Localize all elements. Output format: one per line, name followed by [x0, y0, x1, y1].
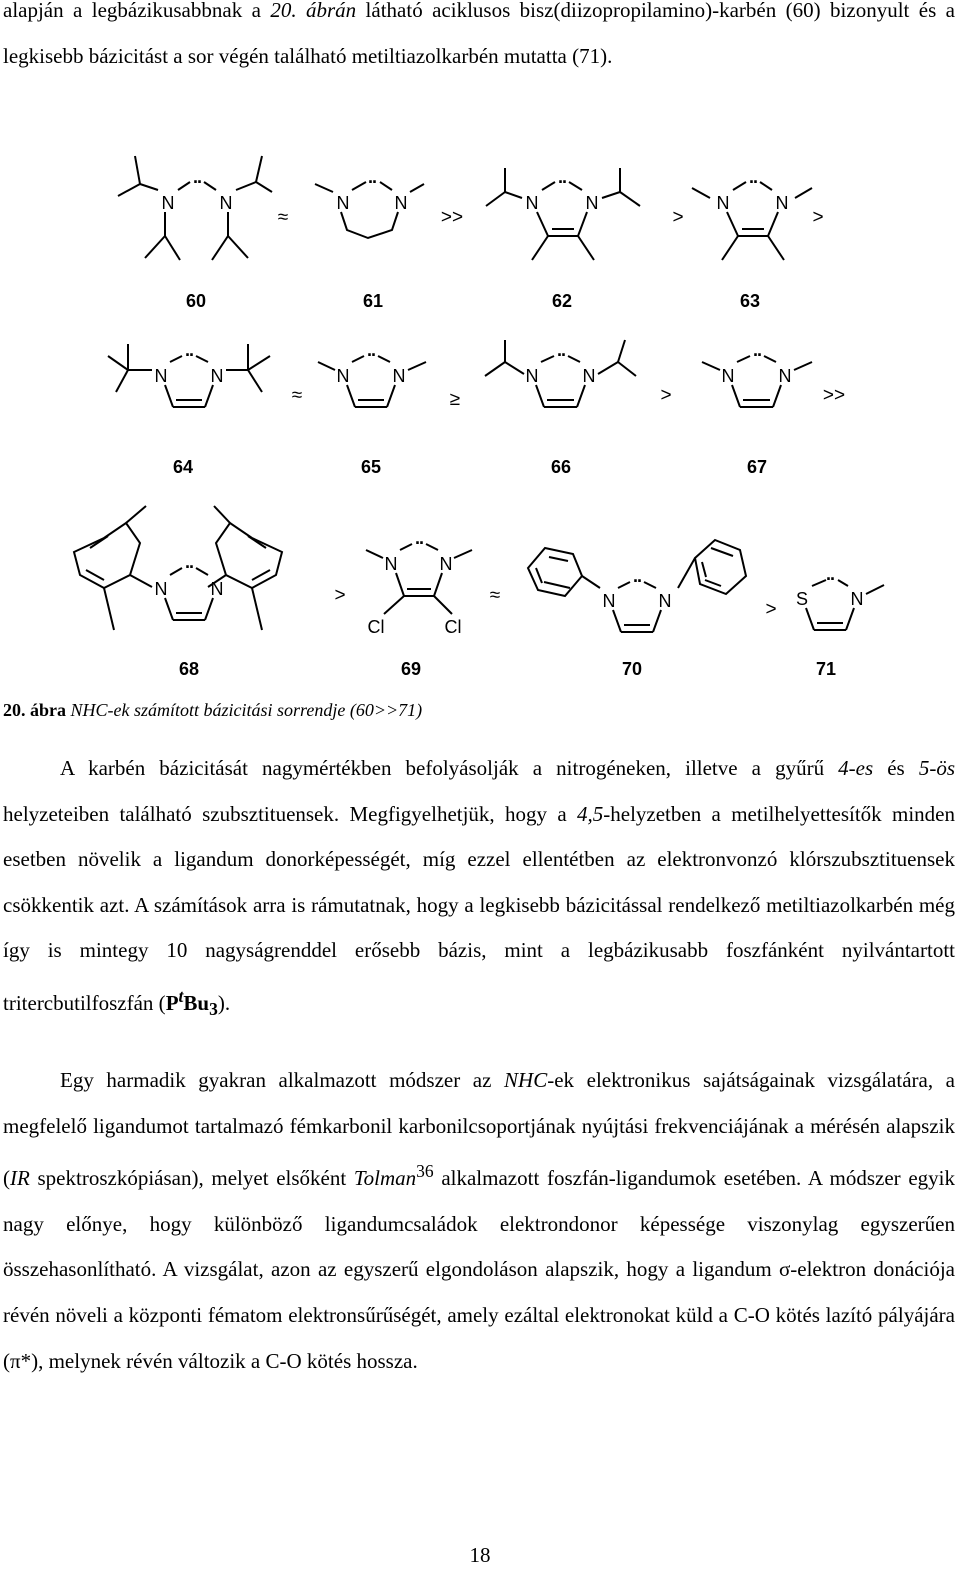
compound-label: 66: [550, 457, 572, 477]
page-number: 18: [469, 1543, 491, 1567]
formula-part: P: [165, 990, 179, 1015]
paragraph-text: -helyzetben a metilhelyettesítők minden esetben növelik a ligandum donorképességét, míg ezzel ellentétben az elektronvonzó klórszubsztituensek csökkentik azt. A számítások arra is rámutatnak, hogy a legkisebb bázicitással rendelkező metiltiazolkarbén még így is mintegy 10 nagyságrenddel erősebb bázis, mint a legbázikusabb foszfánként nyilvántartott tritercbutilfoszfán (: [3, 801, 955, 1015]
lone-pair: ..: [557, 167, 567, 187]
compound-label: 64: [172, 457, 194, 477]
atom-n: N: [161, 193, 175, 213]
atom-n: N: [394, 193, 408, 213]
greater-sign: >: [660, 385, 672, 406]
atom-n: N: [721, 366, 735, 386]
intro-paragraph: [3, 0, 955, 79]
figure-reference: 20. ábrán: [270, 0, 357, 22]
atom-n: N: [392, 366, 406, 386]
approx-sign: ≈: [489, 585, 501, 606]
figure-caption: [3, 700, 422, 721]
compound-label: 71: [815, 659, 837, 679]
compound-label: 62: [551, 291, 573, 311]
lone-pair: ..: [184, 340, 194, 360]
formula-ptbu3: [165, 985, 218, 1020]
atom-n: N: [154, 366, 168, 386]
atom-n: N: [210, 579, 224, 599]
atom-n: N: [384, 554, 398, 574]
greater-sign: >: [334, 585, 346, 606]
paragraph-text: A karbén bázicitását nagymértékben befolyásolják a nitrogéneken, illetve a gyűrű: [60, 756, 839, 780]
formula-part: 3: [209, 999, 218, 1020]
italic-term: NHC: [504, 1068, 548, 1092]
paragraph-text: és: [873, 756, 919, 780]
compound-label: 60: [185, 291, 207, 311]
lone-pair: ..: [192, 167, 202, 187]
approx-sign: ≈: [291, 385, 303, 406]
greater-sign: >: [672, 207, 684, 228]
atom-s: S: [795, 589, 809, 609]
atom-n: N: [716, 193, 730, 213]
atom-n: N: [525, 366, 539, 386]
paragraph-text: alkalmazott foszfán-ligandumok esetében. A módszer egyik nagy előnye, hogy különböző ligandumcsaládok elektrondonor képessége viszonylag egyszerűen összehasonlítható. A vizsgálat, azon az egyszerű elgondoláson alapszik, hogy a ligandum σ-elektron donációja révén növeli a központi fématom elektronsűrűségét, amely ezáltal elektronokat küld a C-O kötés lazító pályájára (π*), melynek révén változik a C-O kötés hossza.: [3, 1166, 955, 1373]
paragraph-text: ).: [217, 990, 231, 1015]
compound-label: 61: [362, 291, 384, 311]
lone-pair: ..: [632, 566, 642, 586]
paragraph-text: spektroszkópiásan), melyet elsőként: [29, 1166, 354, 1191]
atom-n: N: [219, 193, 233, 213]
atom-n: N: [439, 554, 453, 574]
compound-label: 63: [739, 291, 761, 311]
formula-part: Bu: [183, 990, 210, 1015]
basicity-paragraph: [3, 746, 955, 1033]
greater-sign: >: [765, 599, 777, 620]
atom-n: N: [154, 579, 168, 599]
atom-n: N: [585, 193, 599, 213]
intro-text: alapján a legbázikusabbnak a: [3, 0, 271, 22]
scheme-bonds: [74, 156, 884, 632]
atom-n: N: [336, 366, 350, 386]
lone-pair: ..: [366, 340, 376, 360]
compound-label: 67: [746, 457, 768, 477]
compound-label: 69: [400, 659, 422, 679]
much-greater-sign: >>: [440, 207, 464, 228]
italic-term: 5-ös: [918, 756, 955, 780]
caption-text: NHC-ek számított bázicitási sorrendje (60>>71): [66, 700, 423, 720]
formula-part: t: [178, 985, 184, 1006]
atom-cl: Cl: [367, 617, 385, 637]
citation-number: 36: [416, 1161, 434, 1182]
greater-sign: >: [812, 207, 824, 228]
atom-n: N: [658, 591, 672, 611]
lone-pair: ..: [752, 340, 762, 360]
atom-n: N: [775, 193, 789, 213]
italic-term: IR: [10, 1166, 30, 1191]
lone-pair: ..: [748, 167, 758, 187]
intro-text: látható aciklusos bisz(diizopropilamino)-karbén (60) bizonyult és a legkisebb bázicitást a sor végén található metiltiazolkarbén mutatta (71).: [3, 0, 955, 68]
atom-n: N: [850, 589, 864, 609]
compound-label: 68: [178, 659, 200, 679]
compound-label: 65: [360, 457, 382, 477]
greater-equal-sign: ≥: [449, 389, 461, 410]
caption-label: 20. ábra: [3, 700, 66, 720]
atom-n: N: [210, 366, 224, 386]
paragraph-text: Egy harmadik gyakran alkalmazott módszer az: [60, 1068, 505, 1092]
much-greater-sign: >>: [822, 385, 846, 406]
lone-pair: ..: [556, 340, 566, 360]
lone-pair: ..: [184, 552, 194, 572]
atom-n: N: [778, 366, 792, 386]
compound-label: 70: [621, 659, 643, 679]
atom-n: N: [582, 366, 596, 386]
lone-pair: ..: [367, 167, 377, 187]
italic-term: Tolman: [353, 1166, 417, 1191]
nhc-basicity-scheme: [0, 130, 960, 690]
atom-n: N: [602, 591, 616, 611]
ir-paragraph: [3, 1058, 955, 1384]
atom-n: N: [525, 193, 539, 213]
atom-n: N: [336, 193, 350, 213]
paragraph-text: -ek elektronikus sajátságainak vizsgálatára, a megfelelő ligandumot tartalmazó fémkarbonil karbonilcsoportjának nyújtási frekvenciájának a mérésén alapszik (: [3, 1068, 955, 1191]
lone-pair: ..: [825, 564, 835, 584]
lone-pair: ..: [414, 528, 424, 548]
atom-cl: Cl: [444, 617, 462, 637]
italic-term: 4-es: [838, 756, 874, 780]
approx-sign: ≈: [277, 207, 289, 228]
italic-term: 4,5: [577, 801, 604, 826]
paragraph-text: helyzeteiben található szubsztituensek. Megfigyelhetjük, hogy a: [3, 801, 578, 826]
